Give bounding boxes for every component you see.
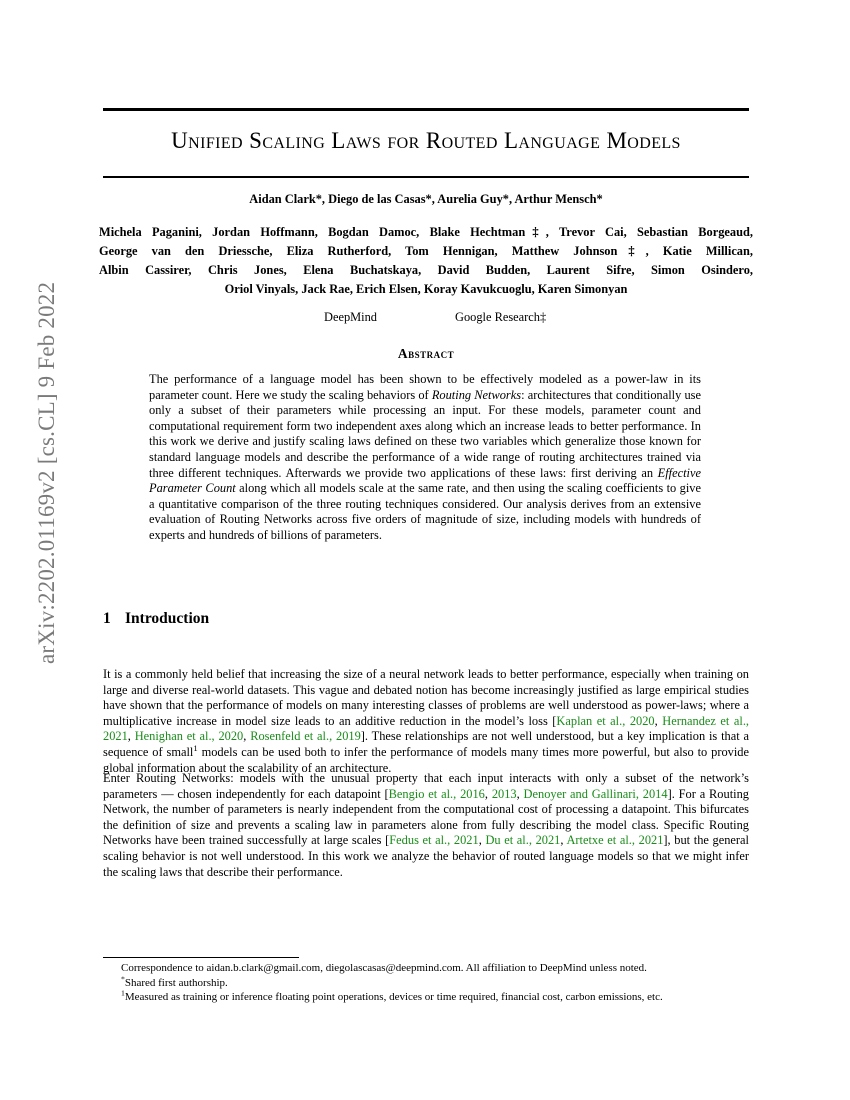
title-top-rule	[103, 108, 749, 111]
intro-paragraph-1: It is a commonly held belief that increasing the size of a neural network leads to better performance, especially when training on large and diverse real-world datasets. This vague and debated notion has become increasingly justified as large empirical studies have shown that the performance of models on many interesting classes of problems are well understood as power-laws; where a multiplicative increase in model size leads to an additive reduction in the model’s loss [Kaplan et al., 2020, Hernandez et al., 2021, Henighan et al., 2020, Rosenfeld et al., 2019]. These relationships are not well understood, but a key implication is that a sequence of small$^1$ models can be used both to infer the performance of models many times more powerful, but also to provide global information about the scalability of an architecture.	[103, 667, 750, 775]
affiliation-deepmind: DeepMind	[324, 310, 377, 324]
abstract-em-routing-networks: Routing Networks	[431, 387, 522, 402]
section-title: Introduction	[125, 610, 210, 627]
arxiv-sidebar-stamp: arXiv:2202.01169v2 [cs.CL] 9 Feb 2022	[34, 281, 59, 664]
authors-line-3: Albin Cassirer, Chris Jones, Elena Buchatskaya, David Budden, Laurent Sifre, Simon Osindero,	[99, 263, 753, 277]
citation-link[interactable]: Artetxe et al., 2021	[566, 833, 664, 848]
footnotes	[103, 961, 749, 1005]
citation-link[interactable]: Hernandez et al., 2021	[103, 713, 750, 744]
citation-link[interactable]: Bengio et al., 2016	[388, 786, 485, 801]
citation-link[interactable]: Henighan et al., 2020	[134, 729, 244, 744]
section-heading-introduction	[103, 610, 209, 628]
footnote-correspondence: Correspondence to aidan.b.clark@gmail.com, diegolascasas@deepmind.com. All affiliation to DeepMind unless noted.	[121, 962, 647, 974]
abstract-em-effective-parameter-count: Effective Parameter Count	[149, 465, 701, 496]
citation-link[interactable]: Rosenfeld et al., 2019	[250, 729, 361, 744]
citation-link[interactable]: Du et al., 2021	[485, 833, 561, 848]
abstract-heading: Abstract	[397, 346, 455, 361]
other-authors	[99, 223, 753, 299]
section-number: 1	[103, 610, 111, 627]
citation-link[interactable]: Fedus et al., 2021	[389, 833, 479, 848]
citation-link[interactable]: Kaplan et al., 2020	[556, 713, 655, 728]
citation-link[interactable]: Denoyer and Gallinari, 2014	[523, 786, 668, 801]
abstract-body: The performance of a language model has been shown to be effectively modeled as a power-law in its parameter count. Here we study the scaling behaviors of Routing Networks: architectures that conditionally use only a subset of their parameters while processing an input. For these models, parameter count and computational requirement form two independent axes along which an increase leads to better performance. In this work we derive and justify scaling laws defined on these two variables which generalize those known for standard language models and describe the performance of a wide range of routing architectures trained via three different techniques. Afterwards we provide two applications of these laws: first deriving an Effective Parameter Count along which all models scale at the same rate, and then using the scaling coefficients to give a quantitative comparison of the three routing techniques considered. Our analysis derives from an extensive evaluation of Routing Networks across five orders of magnitude of size, including models with hundreds of experts and hundreds of billions of parameters.	[149, 372, 701, 542]
footnote-rule	[103, 957, 299, 958]
authors-line-1: Michela Paganini, Jordan Hoffmann, Bogdan Damoc, Blake Hechtman‡, Trevor Cai, Sebastian Borgeaud,	[99, 225, 753, 239]
authors-line-4: Oriol Vinyals, Jack Rae, Erich Elsen, Koray Kavukcuoglu, Karen Simonyan	[224, 282, 628, 296]
paper-title: Unified Scaling Laws for Routed Language Models	[171, 128, 681, 153]
main-authors: Aidan Clark*, Diego de las Casas*, Aurelia Guy*, Arthur Mensch*	[249, 192, 603, 206]
footnote-marker[interactable]: 1	[193, 742, 198, 753]
footnote-shared-authorship: *Shared first authorship.	[121, 973, 228, 989]
intro-paragraph-2: Enter Routing Networks: models with the unusual property that each input interacts with only a subset of the network’s parameters — chosen independently for each datapoint [Bengio et al., 2016, 2013, Denoyer and Gallinari, 2014]. For a Routing Network, the number of parameters is nearly independent from the computational cost of processing a datapoint. This bifurcates the definition of size and prevents a scaling law in parameters alone from fully describing the model class. Specific Routing Networks have been trained successfully at large scales [Fedus et al., 2021, Du et al., 2021, Artetxe et al., 2021], but the general scaling behavior is not well understood. In this work we analyze the behavior of routed language models so that we might infer the scaling laws that describe their performance.	[103, 771, 749, 879]
authors-line-2: George van den Driessche, Eliza Rutherford, Tom Hennigan, Matthew Johnson‡, Katie Millican,	[99, 244, 753, 258]
citation-link[interactable]: 2013	[491, 786, 517, 801]
affiliation-google-research: Google Research‡	[455, 310, 547, 324]
footnote-1: $^1$Measured as training or inference floating point operations, devices or time required, financial cost, carbon emissions, etc.	[121, 988, 663, 1004]
title-bottom-rule	[103, 176, 749, 178]
